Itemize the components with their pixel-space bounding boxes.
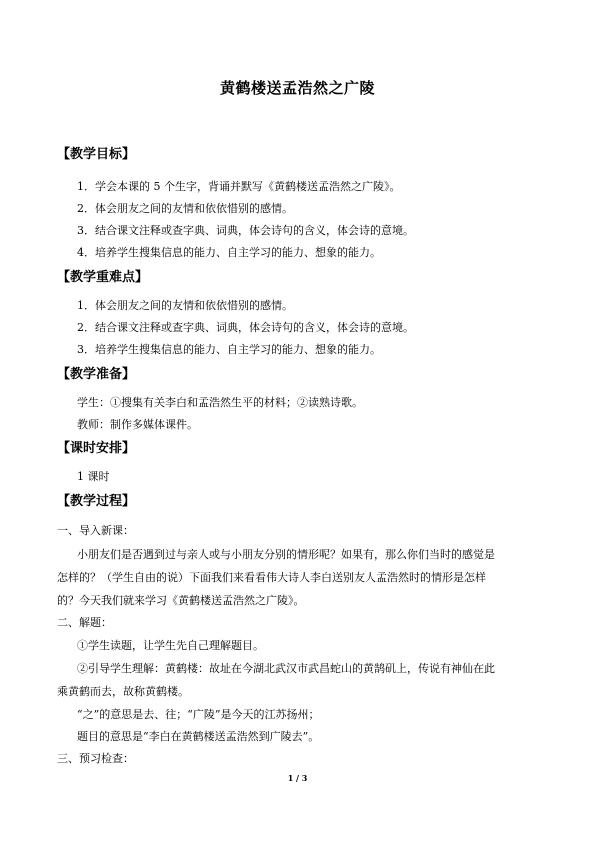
- process-paragraph-line: 乘黄鹤而去，故称黄鹤楼。: [57, 685, 189, 698]
- process-paragraph-line: ②引导学生理解：黄鹤楼：故址在今湖北武汉市武昌蛇山的黄鹄矶上，传说有神仙在此: [77, 662, 495, 675]
- preparation-item: 教师：制作多媒体课件。: [77, 418, 198, 431]
- goal-item: 3．结合课文注释或查字典、词典，体会诗句的含义，体会诗的意境。: [77, 224, 414, 237]
- key-point-item: 1．体会朋友之间的友情和依依惜别的感情。: [77, 299, 293, 312]
- schedule-item: 1 课时: [77, 470, 110, 483]
- page-number: 1 / 3: [287, 773, 308, 783]
- key-point-item: 2．结合课文注释或查字典、词典，体会诗句的含义，体会诗的意境。: [77, 321, 414, 334]
- page-title: 黄鹤楼送孟浩然之广陵: [219, 79, 375, 97]
- section-heading-key-points: 【教学重难点】: [57, 270, 149, 285]
- process-paragraph-line: ①学生读题，让学生先自己理解题目。: [77, 639, 264, 652]
- goal-item: 2．体会朋友之间的友情和依依惜别的感情。: [77, 202, 293, 215]
- process-paragraph-line: 的？今天我们就来学习《黄鹤楼送孟浩然之广陵》。: [57, 594, 305, 607]
- section-heading-process: 【教学过程】: [57, 494, 136, 509]
- process-paragraph-line: 怎样的？（学生自由的说）下面我们来看看伟大诗人李白送别友人孟浩然时的情形是怎样: [57, 571, 486, 584]
- process-subheading: 三、预习检查：: [57, 752, 134, 765]
- key-point-item: 3．培养学生搜集信息的能力、自主学习的能力、想象的能力。: [77, 343, 381, 356]
- section-heading-goals: 【教学目标】: [57, 147, 136, 162]
- section-heading-preparation: 【教学准备】: [57, 367, 136, 382]
- goal-item: 4．培养学生搜集信息的能力、自主学习的能力、想象的能力。: [77, 246, 381, 259]
- process-paragraph-line: “之”的意思是去、往；“广陵”是今天的江苏扬州；: [77, 708, 320, 721]
- process-paragraph-line: 小朋友们是否遇到过与亲人或与小朋友分别的情形呢？如果有，那么你们当时的感觉是: [77, 548, 495, 561]
- section-heading-schedule: 【课时安排】: [57, 441, 136, 456]
- process-subheading: 一、导入新课：: [57, 524, 134, 537]
- goal-item: 1．学会本课的 5 个生字，背诵并默写《黄鹤楼送孟浩然之广陵》。: [77, 180, 401, 193]
- preparation-item: 学生：①搜集有关李白和孟浩然生平的材料；②读熟诗歌。: [77, 396, 363, 409]
- process-paragraph-line: 题目的意思是“李白在黄鹤楼送孟浩然到广陵去”。: [77, 730, 320, 743]
- process-subheading: 二、解题：: [57, 616, 112, 629]
